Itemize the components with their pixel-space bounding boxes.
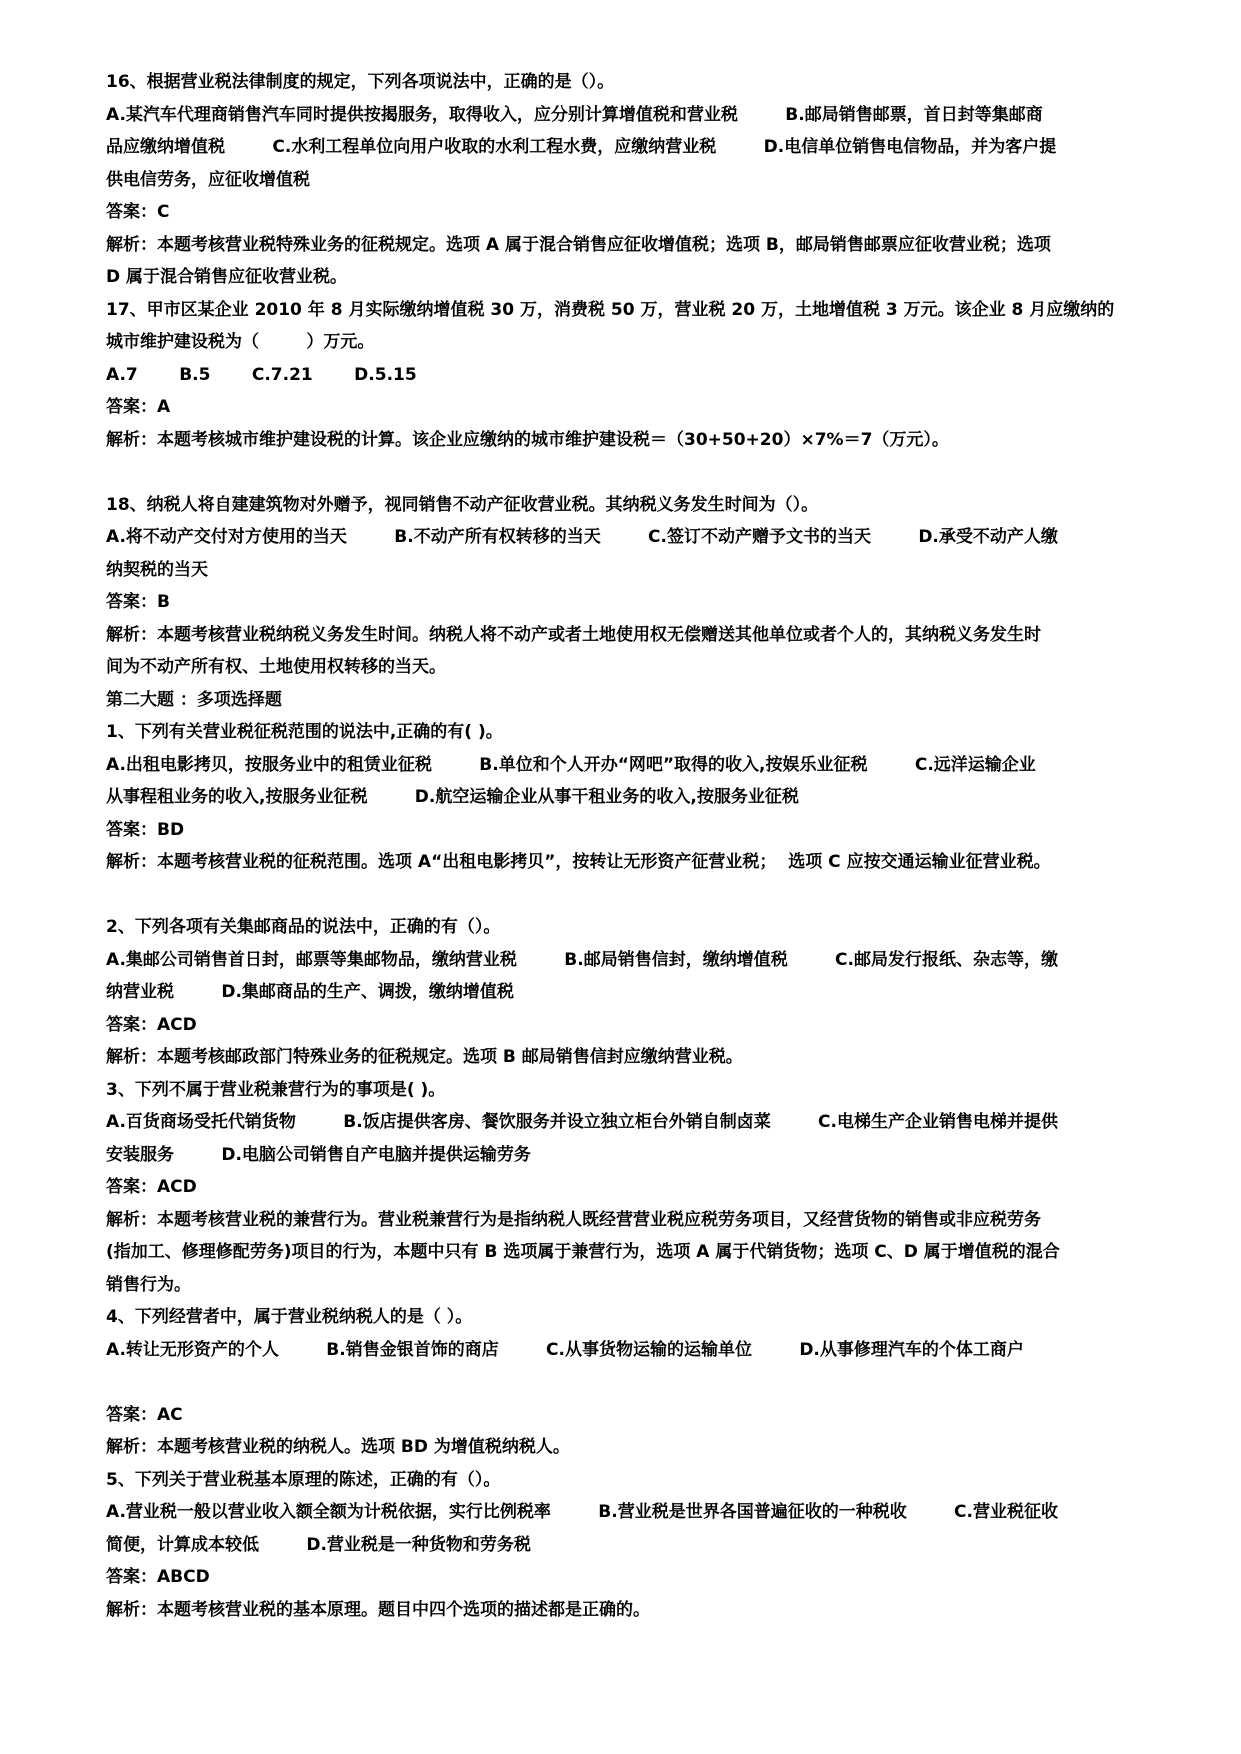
text-line: A.集邮公司销售首日封，邮票等集邮物品，缴纳营业税 B.邮局销售信封，缴纳增值税 C.邮局发行报纸、杂志等，缴 — [106, 949, 1058, 970]
text-line: 4、下列经营者中，属于营业税纳税人的是（ ）。 — [106, 1307, 473, 1327]
blank-line — [106, 879, 1146, 912]
text-line: A.某汽车代理商销售汽车同时提供按揭服务，取得收入，应分别计算增值税和营业税 B.邮局销售邮票，首日封等集邮商 — [106, 104, 1043, 125]
text-line: 答案：A — [106, 397, 171, 417]
text-line: 纳营业税 D.集邮商品的生产、调拨，缴纳增值税 — [106, 982, 514, 1002]
text-line: A.转让无形资产的个人 B.销售金银首饰的商店 C.从事货物运输的运输单位 D.从事修理汽车的个体工商户 — [106, 1339, 1024, 1360]
text-line: 简便，计算成本较低 D.营业税是一种货物和劳务税 — [106, 1534, 531, 1555]
text-line: 3、下列不属于营业税兼营行为的事项是( )。 — [106, 1079, 446, 1100]
text-line: 城市维护建设税为（ ）万元。 — [106, 332, 375, 352]
text-line: 解析：本题考核营业税的基本原理。题目中四个选项的描述都是正确的。 — [106, 1599, 650, 1620]
text-line: 18、纳税人将自建建筑物对外赠予，视同销售不动产征收营业税。其纳税义务发生时间为（）。 — [106, 494, 819, 515]
text-line: 品应缴纳增值税 C.水利工程单位向用户收取的水利工程水费，应缴纳营业税 D.电信单位销售电信物品，并为客户提 — [106, 137, 1057, 157]
text-line: 答案：ACD — [106, 1014, 197, 1035]
text-line: A.出租电影拷贝，按服务业中的租赁业征税 B.单位和个人开办“网吧”取得的收入,按娱乐业征税 C.远洋运输企业 — [106, 754, 1036, 775]
text-line: 解析：本题考核营业税的兼营行为。营业税兼营行为是指纳税人既经营营业税应税劳务项目，又经营货物的销售或非应税劳务 — [106, 1209, 1041, 1230]
text-line: 答案：ACD — [106, 1177, 197, 1197]
text-line: A.将不动产交付对方使用的当天 B.不动产所有权转移的当天 C.签订不动产赠予文书的当天 D.承受不动产人缴 — [106, 527, 1058, 547]
text-line: (指加工、修理修配劳务)项目的行为，本题中只有 B 选项属于兼营行为，选项 A 属于代销货物；选项 C、D 属于增值税的混合 — [106, 1242, 1060, 1262]
blank-line — [106, 1366, 1146, 1399]
text-line: D 属于混合销售应征收营业税。 — [106, 267, 348, 287]
text-line: 答案：B — [106, 592, 170, 612]
text-line: 间为不动产所有权、土地使用权转移的当天。 — [106, 657, 446, 677]
text-line: 第二大题 ：多项选择题 — [106, 689, 282, 710]
text-line: A.7 B.5 C.7.21 D.5.15 — [106, 364, 417, 385]
blank-line — [106, 456, 1146, 489]
text-line: 解析：本题考核邮政部门特殊业务的征税规定。选项 B 邮局销售信封应缴纳营业税。 — [106, 1047, 743, 1067]
text-line: 2、下列各项有关集邮商品的说法中，正确的有（）。 — [106, 917, 501, 937]
text-line: 解析：本题考核营业税纳税义务发生时间。纳税人将不动产或者土地使用权无偿赠送其他单位或者个人的，其纳税义务发生时 — [106, 624, 1041, 645]
text-line: 解析：本题考核营业税的征税范围。选项 A“出租电影拷贝”，按转让无形资产征营业税； 选项 C 应按交通运输业征营业税。 — [106, 852, 1051, 872]
text-line: 解析：本题考核城市维护建设税的计算。该企业应缴纳的城市维护建设税＝（30+50+20）×7%＝7（万元）。 — [106, 429, 949, 450]
text-line: 答案：AC — [106, 1404, 183, 1425]
text-line: A.百货商场受托代销货物 B.饭店提供客房、餐饮服务并设立独立柜台外销自制卤菜 C.电梯生产企业销售电梯并提供 — [106, 1112, 1058, 1132]
text-line: 从事程租业务的收入,按服务业征税 D.航空运输企业从事干租业务的收入,按服务业征税 — [106, 787, 799, 807]
text-line: 解析：本题考核营业税特殊业务的征税规定。选项 A 属于混合销售应征收增值税；选项 B，邮局销售邮票应征收营业税；选项 — [106, 234, 1051, 255]
text-line: 供电信劳务，应征收增值税 — [106, 169, 310, 190]
text-line: 16、根据营业税法律制度的规定，下列各项说法中，正确的是（）。 — [106, 72, 615, 92]
text-line: 纳契税的当天 — [106, 559, 208, 580]
text-line: 答案：BD — [106, 819, 185, 840]
text-line: 17、甲市区某企业 2010 年 8 月实际缴纳增值税 30 万，消费税 50 万，营业税 20 万，土地增值税 3 万元。该企业 8 月应缴纳的 — [106, 299, 1115, 320]
text-line: 答案：C — [106, 202, 170, 222]
document-page — [106, 66, 1146, 1626]
text-line: A.营业税一般以营业收入额全额为计税依据，实行比例税率 B.营业税是世界各国普遍征收的一种税收 C.营业税征收 — [106, 1502, 1058, 1522]
text-line: 销售行为。 — [106, 1274, 191, 1295]
text-line: 1、下列有关营业税征税范围的说法中,正确的有( )。 — [106, 722, 503, 742]
text-line: 解析：本题考核营业税的纳税人。选项 BD 为增值税纳税人。 — [106, 1437, 570, 1457]
text-line: 5、下列关于营业税基本原理的陈述，正确的有（）。 — [106, 1469, 501, 1490]
text-line: 答案：ABCD — [106, 1567, 210, 1587]
text-line: 安装服务 D.电脑公司销售自产电脑并提供运输劳务 — [106, 1144, 531, 1165]
